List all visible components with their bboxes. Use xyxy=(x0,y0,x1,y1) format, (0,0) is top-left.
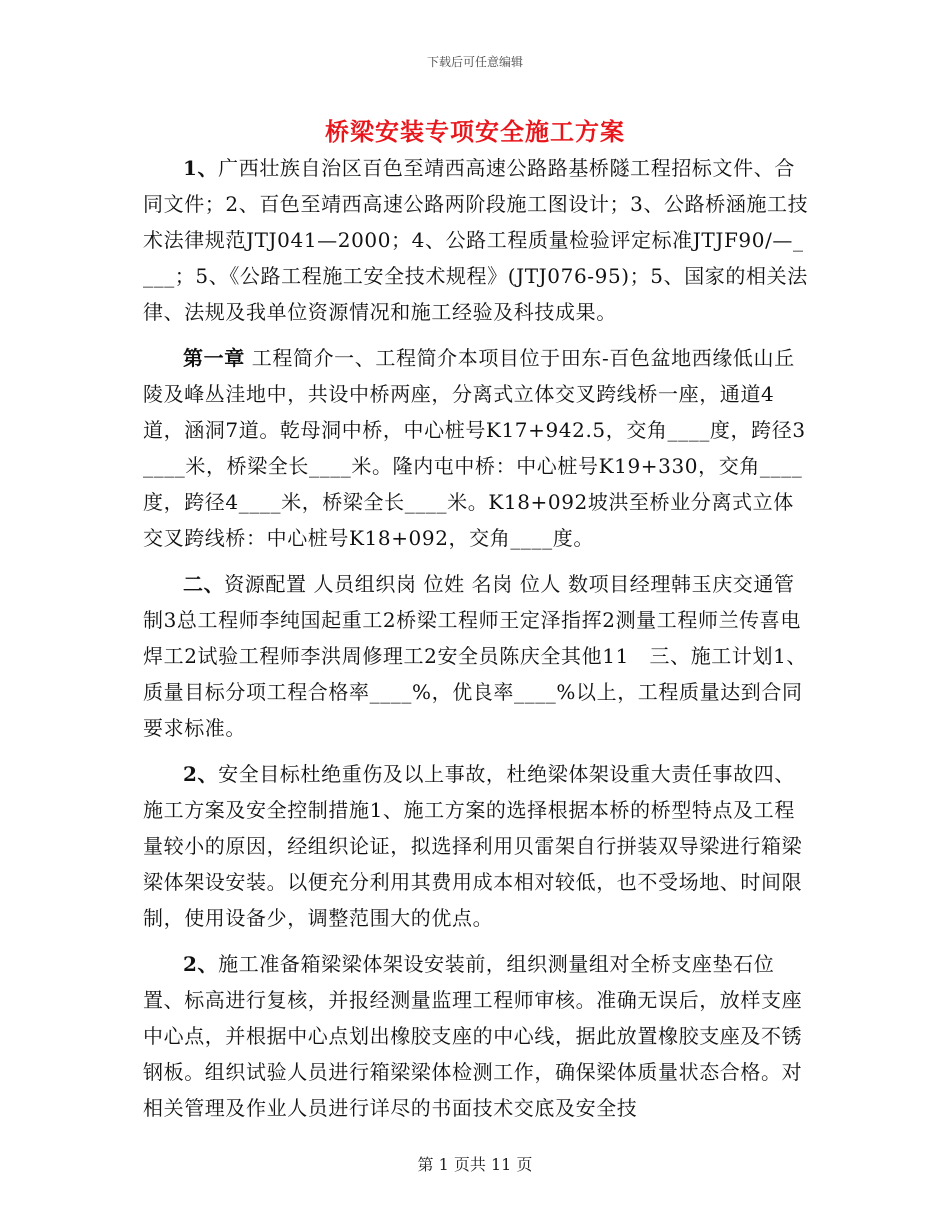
paragraph-text: 资源配置 人员组织岗 位姓 名岗 位人 数项目经理韩玉庆交通管制3总工程师李纯国起重工2桥梁工程师王定泽指挥2测量工程师兰传喜电焊工2试验工程师李洪周修理工2安全员陈庆全其他11 三、施工计划1、质量目标分项工程合格率____%，优良率____%以上，工程质量达到合同要求标准。 xyxy=(143,572,808,740)
paragraph-lead: 2、 xyxy=(183,762,219,786)
page-footer: 第 1 页共 11 页 xyxy=(417,1155,533,1174)
paragraph-lead: 第一章 xyxy=(183,346,245,370)
header-note: 下载后可任意编辑 xyxy=(426,55,523,69)
paragraph-lead: 二、 xyxy=(183,572,225,596)
paragraph-lead: 1、 xyxy=(183,156,219,180)
paragraph-text: 安全目标杜绝重伤及以上事故，杜绝梁体架设重大责任事故四、施工方案及安全控制措施1、施工方案的选择根据本桥的桥型特点及工程量较小的原因，经组织论证，拟选择利用贝雷架自行拼装双导梁进行箱梁梁体架设安装。以便充分利用其费用成本相对较低，也不受场地、时间限制，使用设备少，调整范围大的优点。 xyxy=(143,762,803,930)
document-body xyxy=(143,150,813,1136)
document-title: 桥梁安装专项安全施工方案 xyxy=(325,117,625,146)
paragraph-text: 施工准备箱梁梁体架设安装前，组织测量组对全桥支座垫石位置、标高进行复核，并报经测量监理工程师审核。准确无误后，放样支座中心点，并根据中心点划出橡胶支座的中心线，据此放置橡胶支座及不锈钢板。组织试验人员进行箱梁梁体检测工作，确保梁体质量状态合格。对相关管理及作业人员进行详尽的书面技术交底及安全技 xyxy=(143,952,803,1120)
paragraph xyxy=(143,340,813,556)
paragraph xyxy=(143,946,813,1126)
paragraph xyxy=(143,566,813,746)
paragraph-text: 广西壮族自治区百色至靖西高速公路路基桥隧工程招标文件、合同文件；2、百色至靖西高速公路两阶段施工图设计；3、公路桥涵施工技术法律规范JTJ041—2000；4、公路工程质量检验评定标准JTJF90/—____；5、《公路工程施工安全技术规程》(JTJ076-95)；5、国家的相关法律、法规及我单位资源情况和施工经验及科技成果。 xyxy=(143,156,809,324)
paragraph xyxy=(143,150,813,330)
paragraph-text: 工程简介一、工程简介本项目位于田东-百色盆地西缘低山丘陵及峰丛洼地中，共设中桥两座，分离式立体交叉跨线桥一座，通道4道，涵洞7道。乾母洞中桥，中心桩号K17+942.5，交角____度，跨径3____米，桥梁全长____米。隆内屯中桥：中心桩号K19+330，交角____度，跨径4____米，桥梁全长____米。K18+092坡洪至桥业分离式立体交叉跨线桥：中心桩号K18+092，交角____度。 xyxy=(143,346,806,550)
paragraph xyxy=(143,756,813,936)
paragraph-lead: 2、 xyxy=(183,952,219,976)
